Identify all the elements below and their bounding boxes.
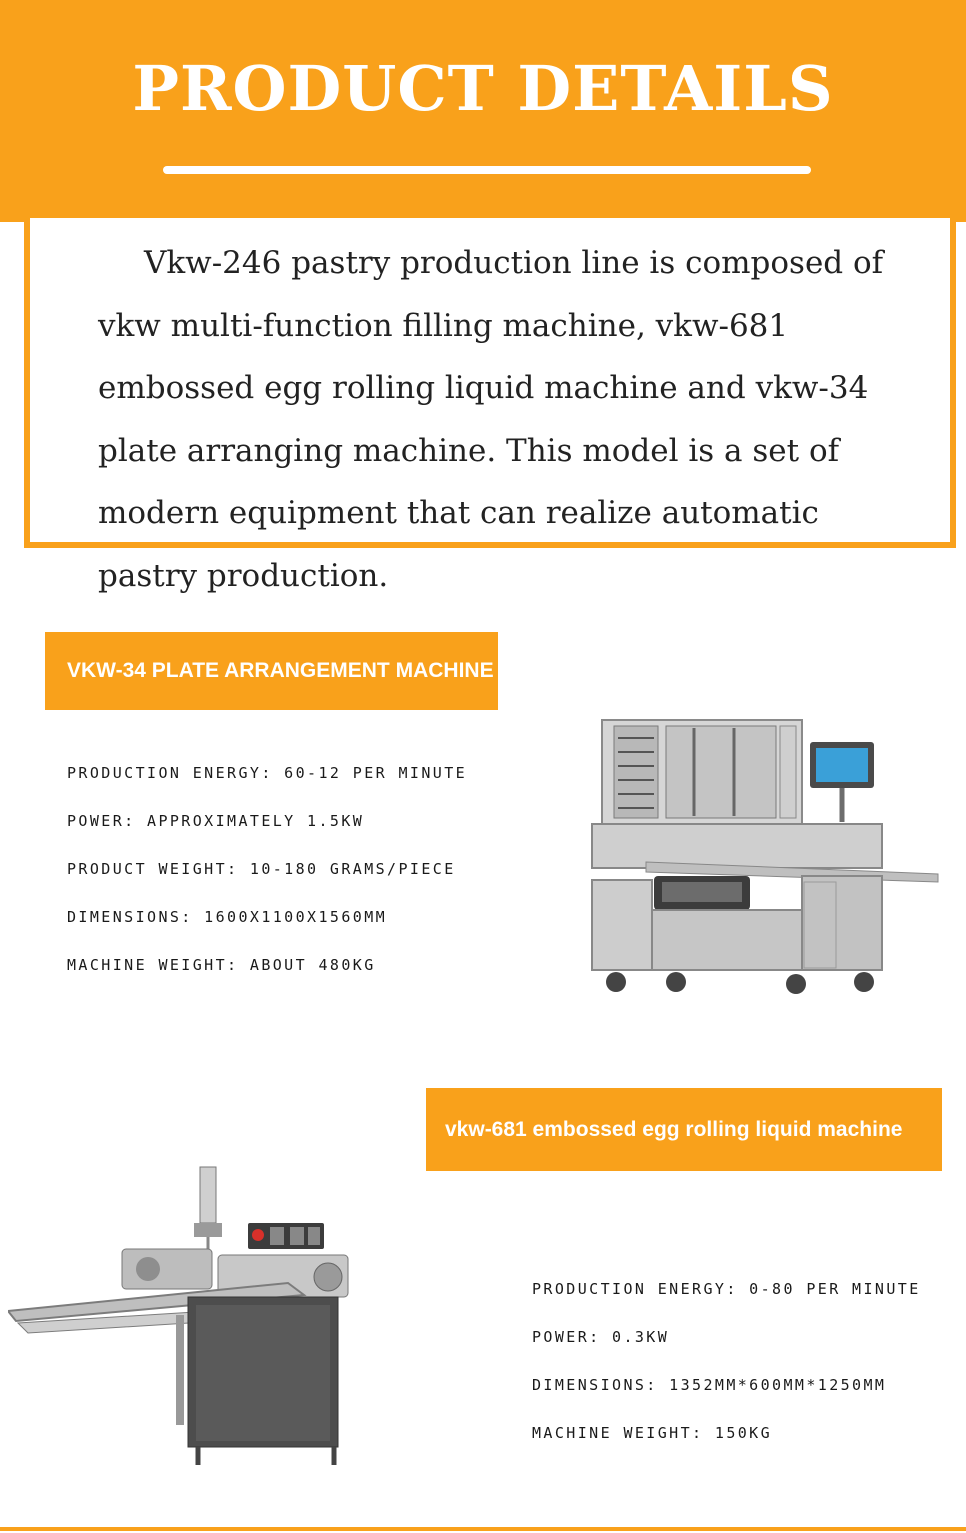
embossed-machine-drawing (8, 1167, 348, 1465)
spec-item: POWER: 0.3KW (532, 1328, 670, 1346)
page-title: PRODUCT DETAILS (132, 52, 834, 125)
page-header (0, 0, 966, 222)
plate-machine-drawing (592, 720, 938, 994)
spec-item: PRODUCT WEIGHT: 10-180 GRAMS/PIECE (67, 860, 456, 878)
spec-item: PRODUCTION ENERGY: 0-80 PER MINUTE (532, 1280, 921, 1298)
spec-item: DIMENSIONS: 1352MM*600MM*1250MM (532, 1376, 887, 1394)
bottom-divider (0, 1527, 966, 1531)
spec-item: MACHINE WEIGHT: 150KG (532, 1424, 773, 1442)
spec-item: MACHINE WEIGHT: ABOUT 480KG (67, 956, 376, 974)
intro-box (24, 218, 956, 594)
embossed-machine-title: vkw-681 embossed egg rolling liquid machine (426, 1088, 942, 1171)
intro-text: Vkw-246 pastry production line is composed of vkw multi-function filling machine, vkw-681 embossed egg rolling liquid machine and vkw-34 plate arranging machine. This model is a set of modern equipment that can realize automatic pastry production. (98, 245, 884, 594)
embossed-machine-specs (532, 1279, 921, 1471)
plate-machine-image (566, 712, 946, 1008)
header-divider (163, 166, 811, 174)
spec-item: POWER: APPROXIMATELY 1.5KW (67, 812, 365, 830)
spec-item: PRODUCTION ENERGY: 60-12 PER MINUTE (67, 764, 468, 782)
embossed-machine-image (8, 1165, 368, 1470)
plate-machine-title: VKW-34 PLATE ARRANGEMENT MACHINE (45, 632, 498, 710)
plate-machine-specs (67, 763, 467, 1003)
spec-item: DIMENSIONS: 1600X1100X1560MM (67, 908, 388, 926)
